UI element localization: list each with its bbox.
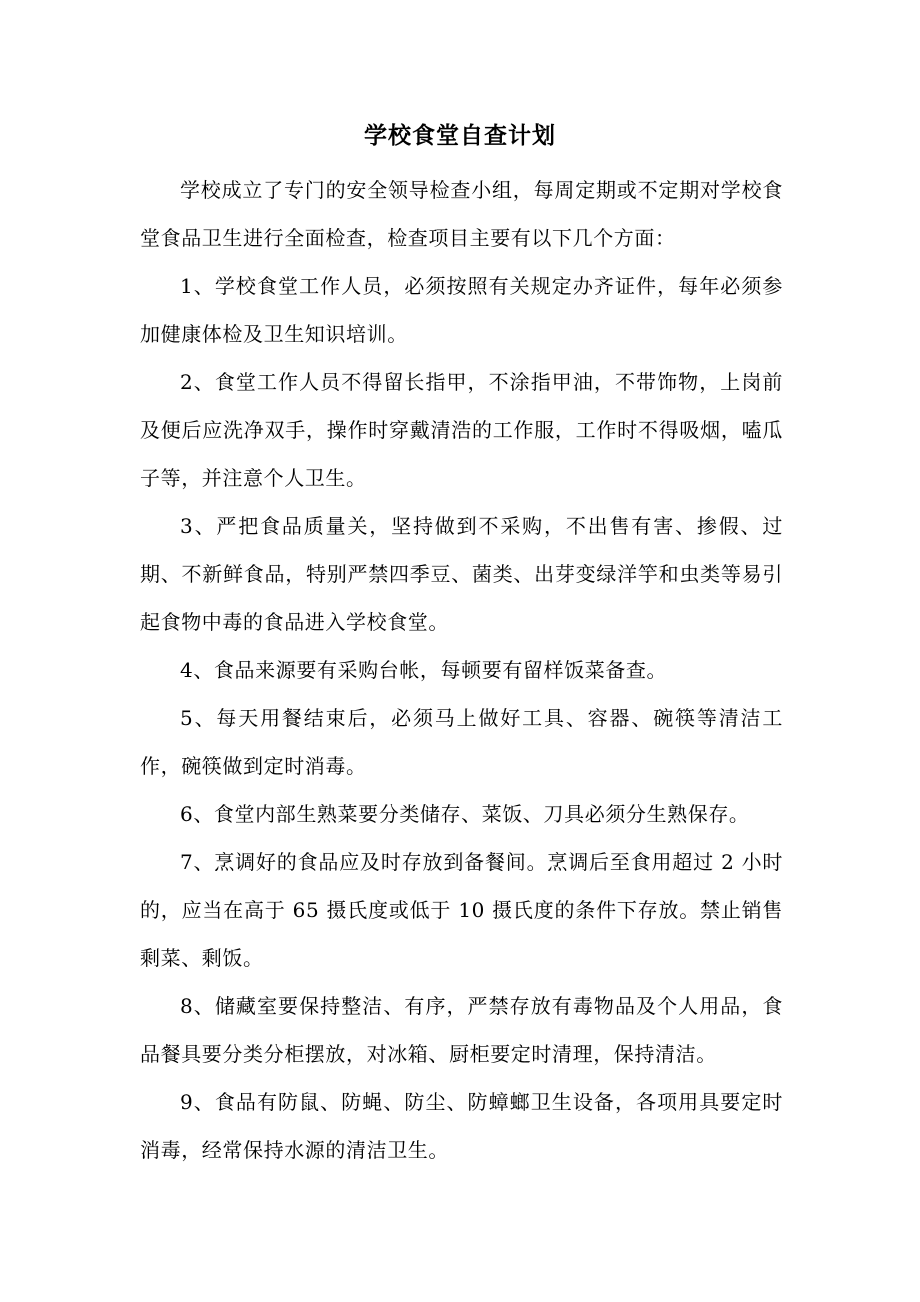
document-body (140, 166, 783, 1174)
item-8-paragraph: 8、储藏室要保持整洁、有序，严禁存放有毒物品及个人用品，食品餐具要分类分柜摆放，对冰箱、厨柜要定时清理，保持清洁。 (140, 994, 783, 1066)
item-1-paragraph: 1、学校食堂工作人员，必须按照有关规定办齐证件，每年必须参加健康体检及卫生知识培训。 (140, 274, 783, 346)
item-3-paragraph: 3、严把食品质量关，坚持做到不采购，不出售有害、掺假、过期、不新鲜食品，特别严禁四季豆、菌类、出芽变绿洋竽和虫类等易引起食物中毒的食品进入学校食堂。 (140, 514, 783, 634)
intro-paragraph: 学校成立了专门的安全领导检查小组，每周定期或不定期对学校食堂食品卫生进行全面检查，检查项目主要有以下几个方面： (140, 178, 783, 250)
item-4-paragraph: 4、食品来源要有采购台帐，每顿要有留样饭菜备查。 (180, 658, 668, 682)
document-title: 学校食堂自查计划 (364, 122, 556, 149)
item-2-paragraph: 2、食堂工作人员不得留长指甲，不涂指甲油，不带饰物，上岗前及便后应洗净双手，操作时穿戴清浩的工作服，工作时不得吸烟，嗑瓜子等，并注意个人卫生。 (140, 370, 783, 490)
item-6-paragraph: 6、食堂内部生熟菜要分类储存、菜饭、刀具必须分生熟保存。 (180, 802, 750, 826)
item-5-paragraph: 5、每天用餐结束后，必须马上做好工具、容器、碗筷等清洁工作，碗筷做到定时消毒。 (140, 706, 783, 778)
item-7-paragraph: 7、烹调好的食品应及时存放到备餐间。烹调后至食用超过 2 小时的，应当在高于 65 摄氏度或低于 10 摄氏度的条件下存放。禁止销售剩菜、剩饭。 (140, 850, 783, 970)
item-9-paragraph: 9、食品有防鼠、防蝇、防尘、防蟑螂卫生设备，各项用具要定时消毒，经常保持水源的清洁卫生。 (140, 1090, 783, 1162)
